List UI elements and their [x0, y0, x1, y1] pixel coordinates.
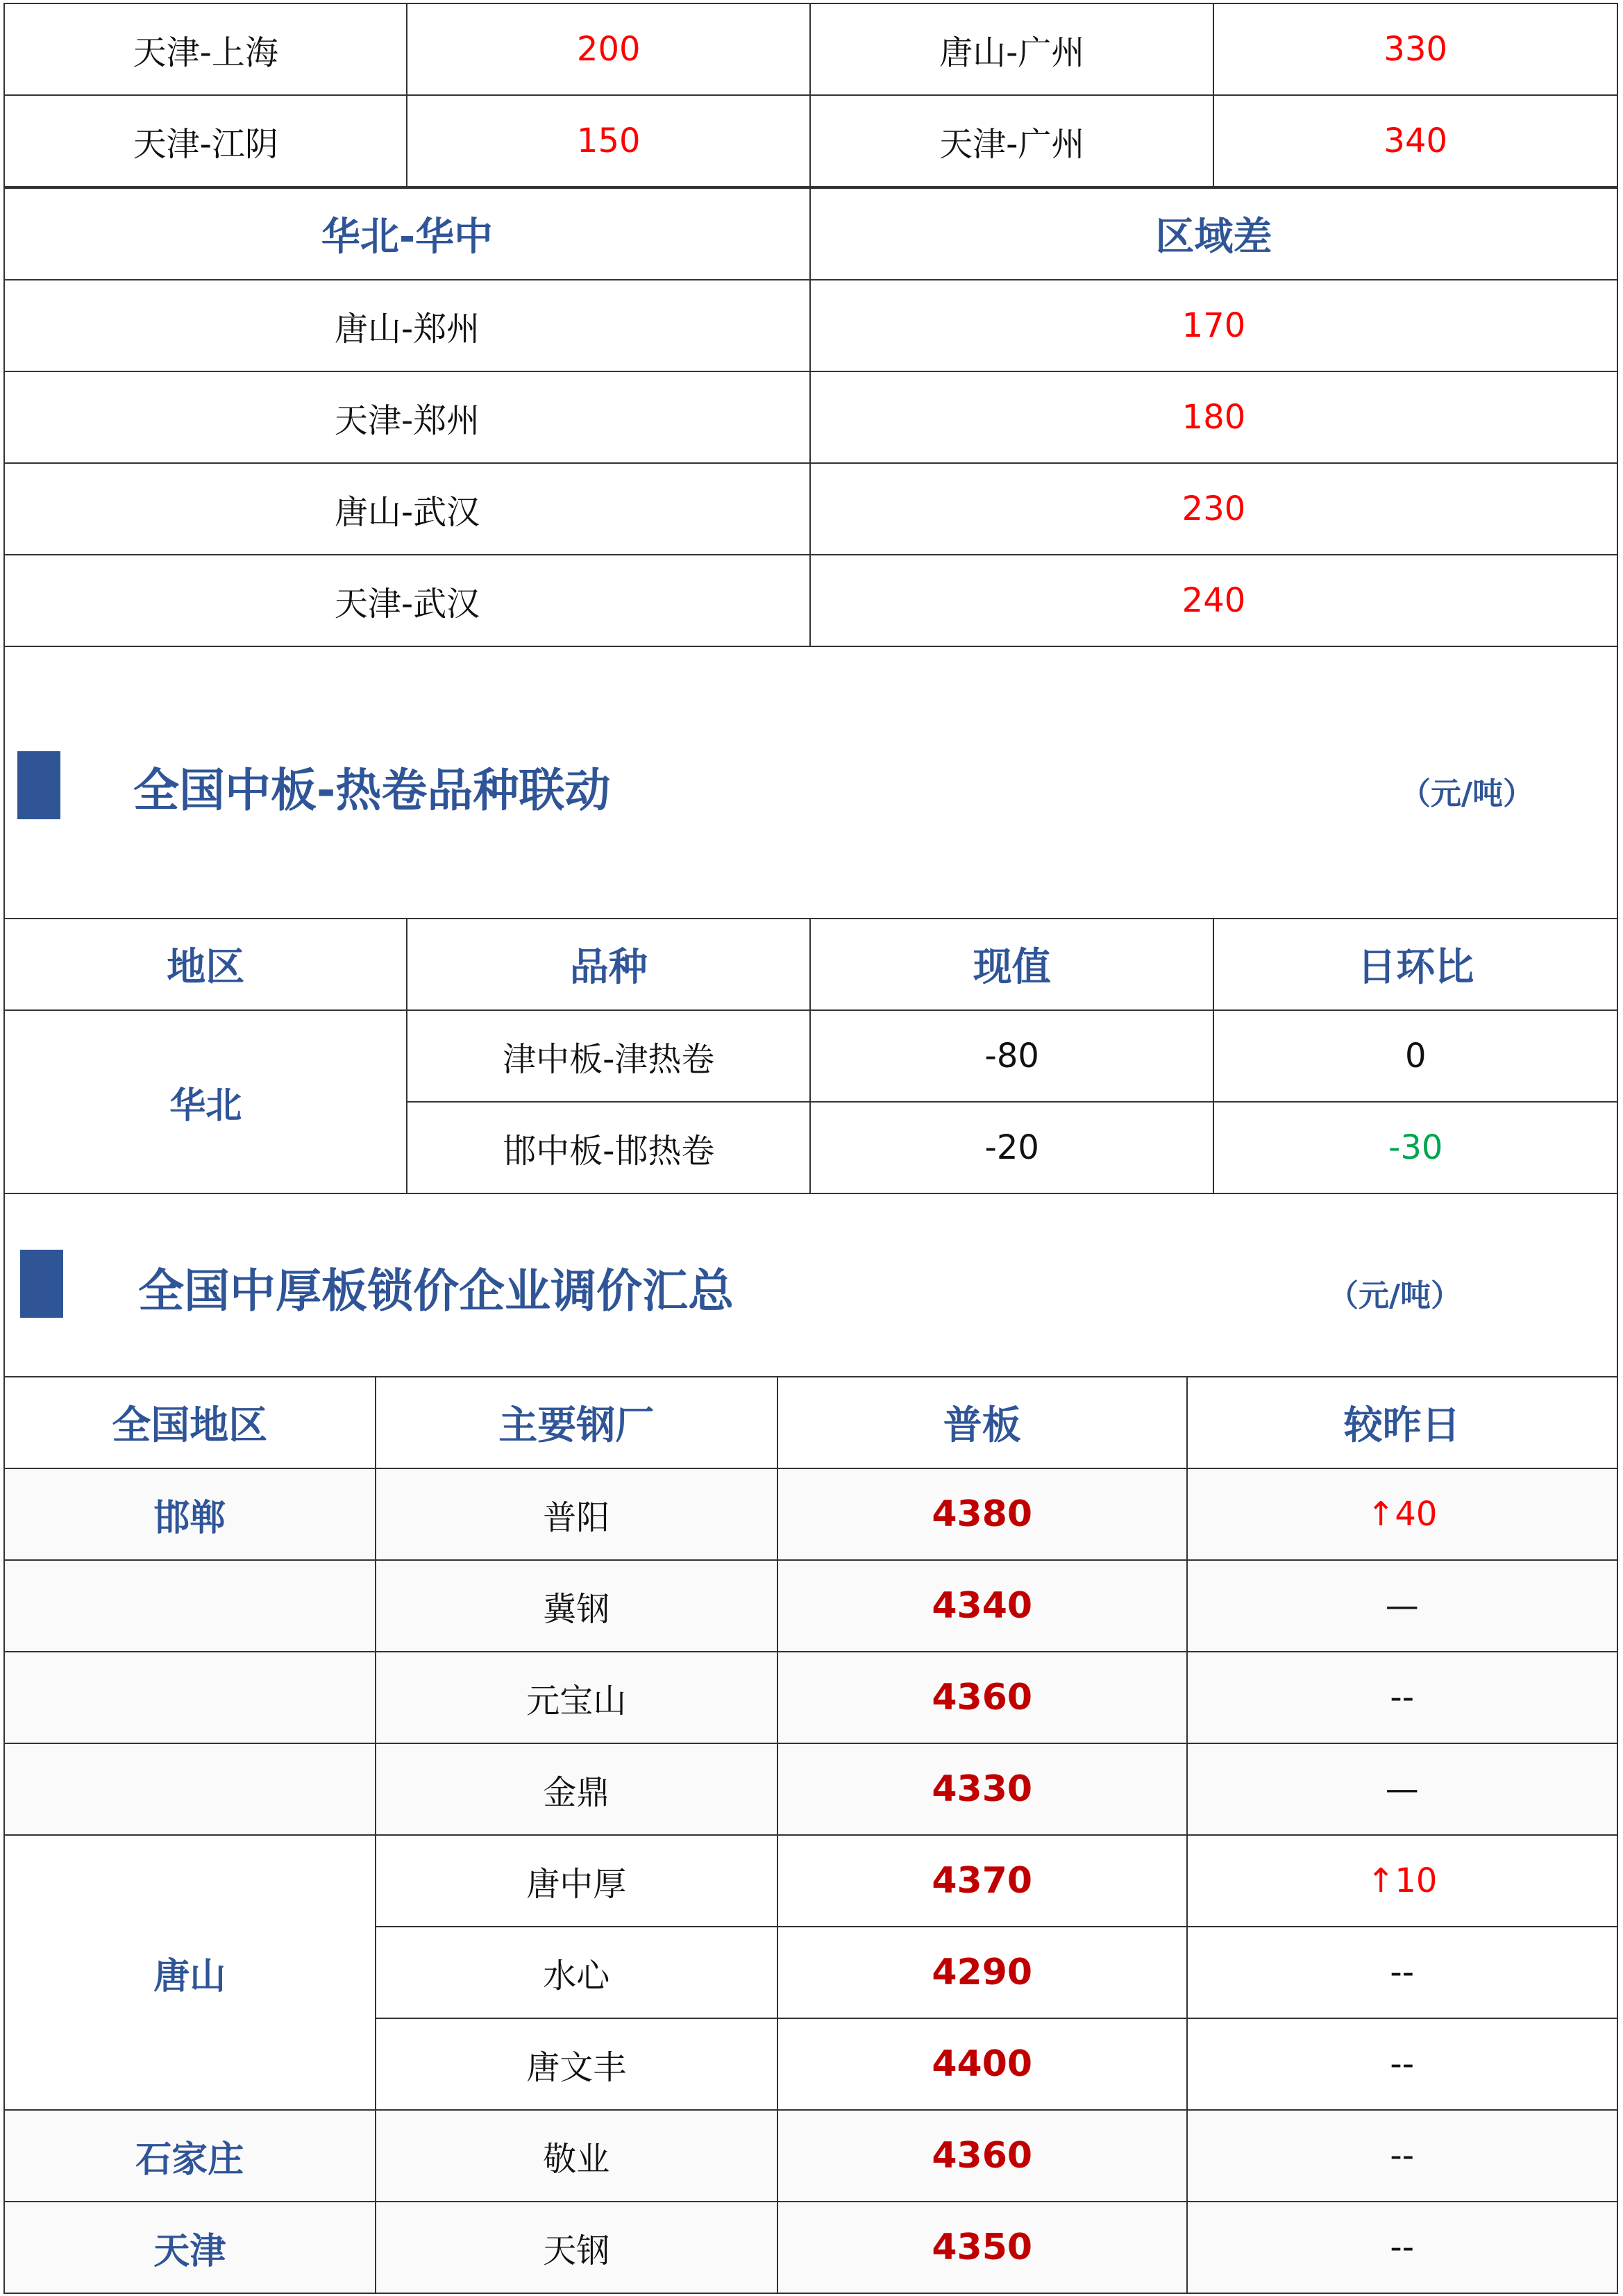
table-row — [4, 555, 1617, 646]
change-cell: — — [1187, 1743, 1618, 1835]
linkage-table — [3, 918, 1618, 1194]
unit-label: （元/吨） — [1328, 1278, 1462, 1314]
change-cell: -- — [1187, 1927, 1618, 2018]
table-row — [4, 280, 1617, 371]
value-cell: -20 — [810, 1102, 1214, 1193]
region-cell: 唐山 — [4, 1835, 376, 2110]
table-header-row — [4, 188, 1617, 280]
mill-cell: 天钢 — [376, 2202, 777, 2293]
table-header-row — [4, 919, 1617, 1010]
table-row — [4, 2110, 1617, 2202]
change-cell: -- — [1187, 2110, 1618, 2202]
region-cell — [4, 1743, 376, 1835]
route-label: 唐山-郑州 — [4, 280, 810, 371]
column-header: 全国地区 — [4, 1377, 376, 1468]
route-label: 天津-广州 — [810, 95, 1213, 187]
column-header: 现值 — [810, 919, 1214, 1010]
region-cell: 天津 — [4, 2202, 376, 2293]
route-label: 天津-江阴 — [4, 95, 407, 187]
mill-cell: 金鼎 — [376, 1743, 777, 1835]
price-summary-table — [3, 1376, 1618, 2294]
column-header: 华北-华中 — [4, 188, 810, 280]
table-row — [4, 1010, 1617, 1102]
price-cell: 4290 — [777, 1927, 1187, 2018]
value-cell: -80 — [810, 1010, 1214, 1102]
region-cell: 邯郸 — [4, 1468, 376, 1560]
change-cell: — — [1187, 1560, 1618, 1652]
route-diff-table — [3, 3, 1618, 187]
section-title: 全国中厚板锁价企业调价汇总 — [138, 1264, 734, 1318]
section-heading-price — [3, 1193, 1618, 1377]
section-marker-icon — [20, 1250, 63, 1318]
price-cell: 4340 — [777, 1560, 1187, 1652]
table-row — [4, 1835, 1617, 1927]
column-header: 地区 — [4, 919, 407, 1010]
change-cell: 0 — [1213, 1010, 1617, 1102]
route-value: 150 — [407, 95, 810, 187]
route-value: 230 — [810, 463, 1617, 555]
route-value: 340 — [1213, 95, 1617, 187]
price-cell: 4360 — [777, 2110, 1187, 2202]
region-cell: 石家庄 — [4, 2110, 376, 2202]
north-central-table — [3, 187, 1618, 647]
route-label: 天津-武汉 — [4, 555, 810, 646]
table-row — [4, 1560, 1617, 1652]
route-label: 天津-上海 — [4, 3, 407, 95]
table-row — [4, 1652, 1617, 1743]
change-cell: ↑10 — [1187, 1835, 1618, 1927]
unit-label: （元/吨） — [1400, 776, 1534, 812]
region-cell — [4, 1652, 376, 1743]
section-title: 全国中板-热卷品种联动 — [133, 764, 611, 817]
route-value: 240 — [810, 555, 1617, 646]
mill-cell: 唐中厚 — [376, 1835, 777, 1927]
column-header: 品种 — [407, 919, 809, 1010]
price-cell: 4330 — [777, 1743, 1187, 1835]
mill-cell: 水心 — [376, 1927, 777, 2018]
change-cell: -- — [1187, 2202, 1618, 2293]
change-cell: -30 — [1213, 1102, 1617, 1193]
route-value: 330 — [1213, 3, 1617, 95]
column-header: 较昨日 — [1187, 1377, 1618, 1468]
mill-cell: 唐文丰 — [376, 2018, 777, 2110]
route-label: 唐山-武汉 — [4, 463, 810, 555]
variety-cell: 津中板-津热卷 — [407, 1010, 809, 1102]
column-header: 日环比 — [1213, 919, 1617, 1010]
change-cell: -- — [1187, 2018, 1618, 2110]
table-row — [4, 2202, 1617, 2293]
column-header: 主要钢厂 — [376, 1377, 777, 1468]
price-cell: 4400 — [777, 2018, 1187, 2110]
mill-cell: 普阳 — [376, 1468, 777, 1560]
column-header: 区域差 — [810, 188, 1617, 280]
table-row — [4, 463, 1617, 555]
mill-cell: 元宝山 — [376, 1652, 777, 1743]
price-cell: 4380 — [777, 1468, 1187, 1560]
table-row — [4, 95, 1617, 187]
change-cell: ↑40 — [1187, 1468, 1618, 1560]
mill-cell: 冀钢 — [376, 1560, 777, 1652]
change-cell: -- — [1187, 1652, 1618, 1743]
variety-cell: 邯中板-邯热卷 — [407, 1102, 809, 1193]
section-marker-icon — [17, 751, 60, 819]
price-cell: 4370 — [777, 1835, 1187, 1927]
price-cell: 4360 — [777, 1652, 1187, 1743]
price-cell: 4350 — [777, 2202, 1187, 2293]
table-row — [4, 3, 1617, 95]
route-label: 唐山-广州 — [810, 3, 1213, 95]
table-row — [4, 1468, 1617, 1560]
section-heading-linkage — [3, 646, 1618, 919]
table-row — [4, 371, 1617, 463]
region-cell: 华北 — [4, 1010, 407, 1193]
table-row — [4, 1743, 1617, 1835]
route-value: 200 — [407, 3, 810, 95]
route-label: 天津-郑州 — [4, 371, 810, 463]
route-value: 180 — [810, 371, 1617, 463]
route-value: 170 — [810, 280, 1617, 371]
mill-cell: 敬业 — [376, 2110, 777, 2202]
column-header: 普板 — [777, 1377, 1187, 1468]
table-header-row — [4, 1377, 1617, 1468]
region-cell — [4, 1560, 376, 1652]
